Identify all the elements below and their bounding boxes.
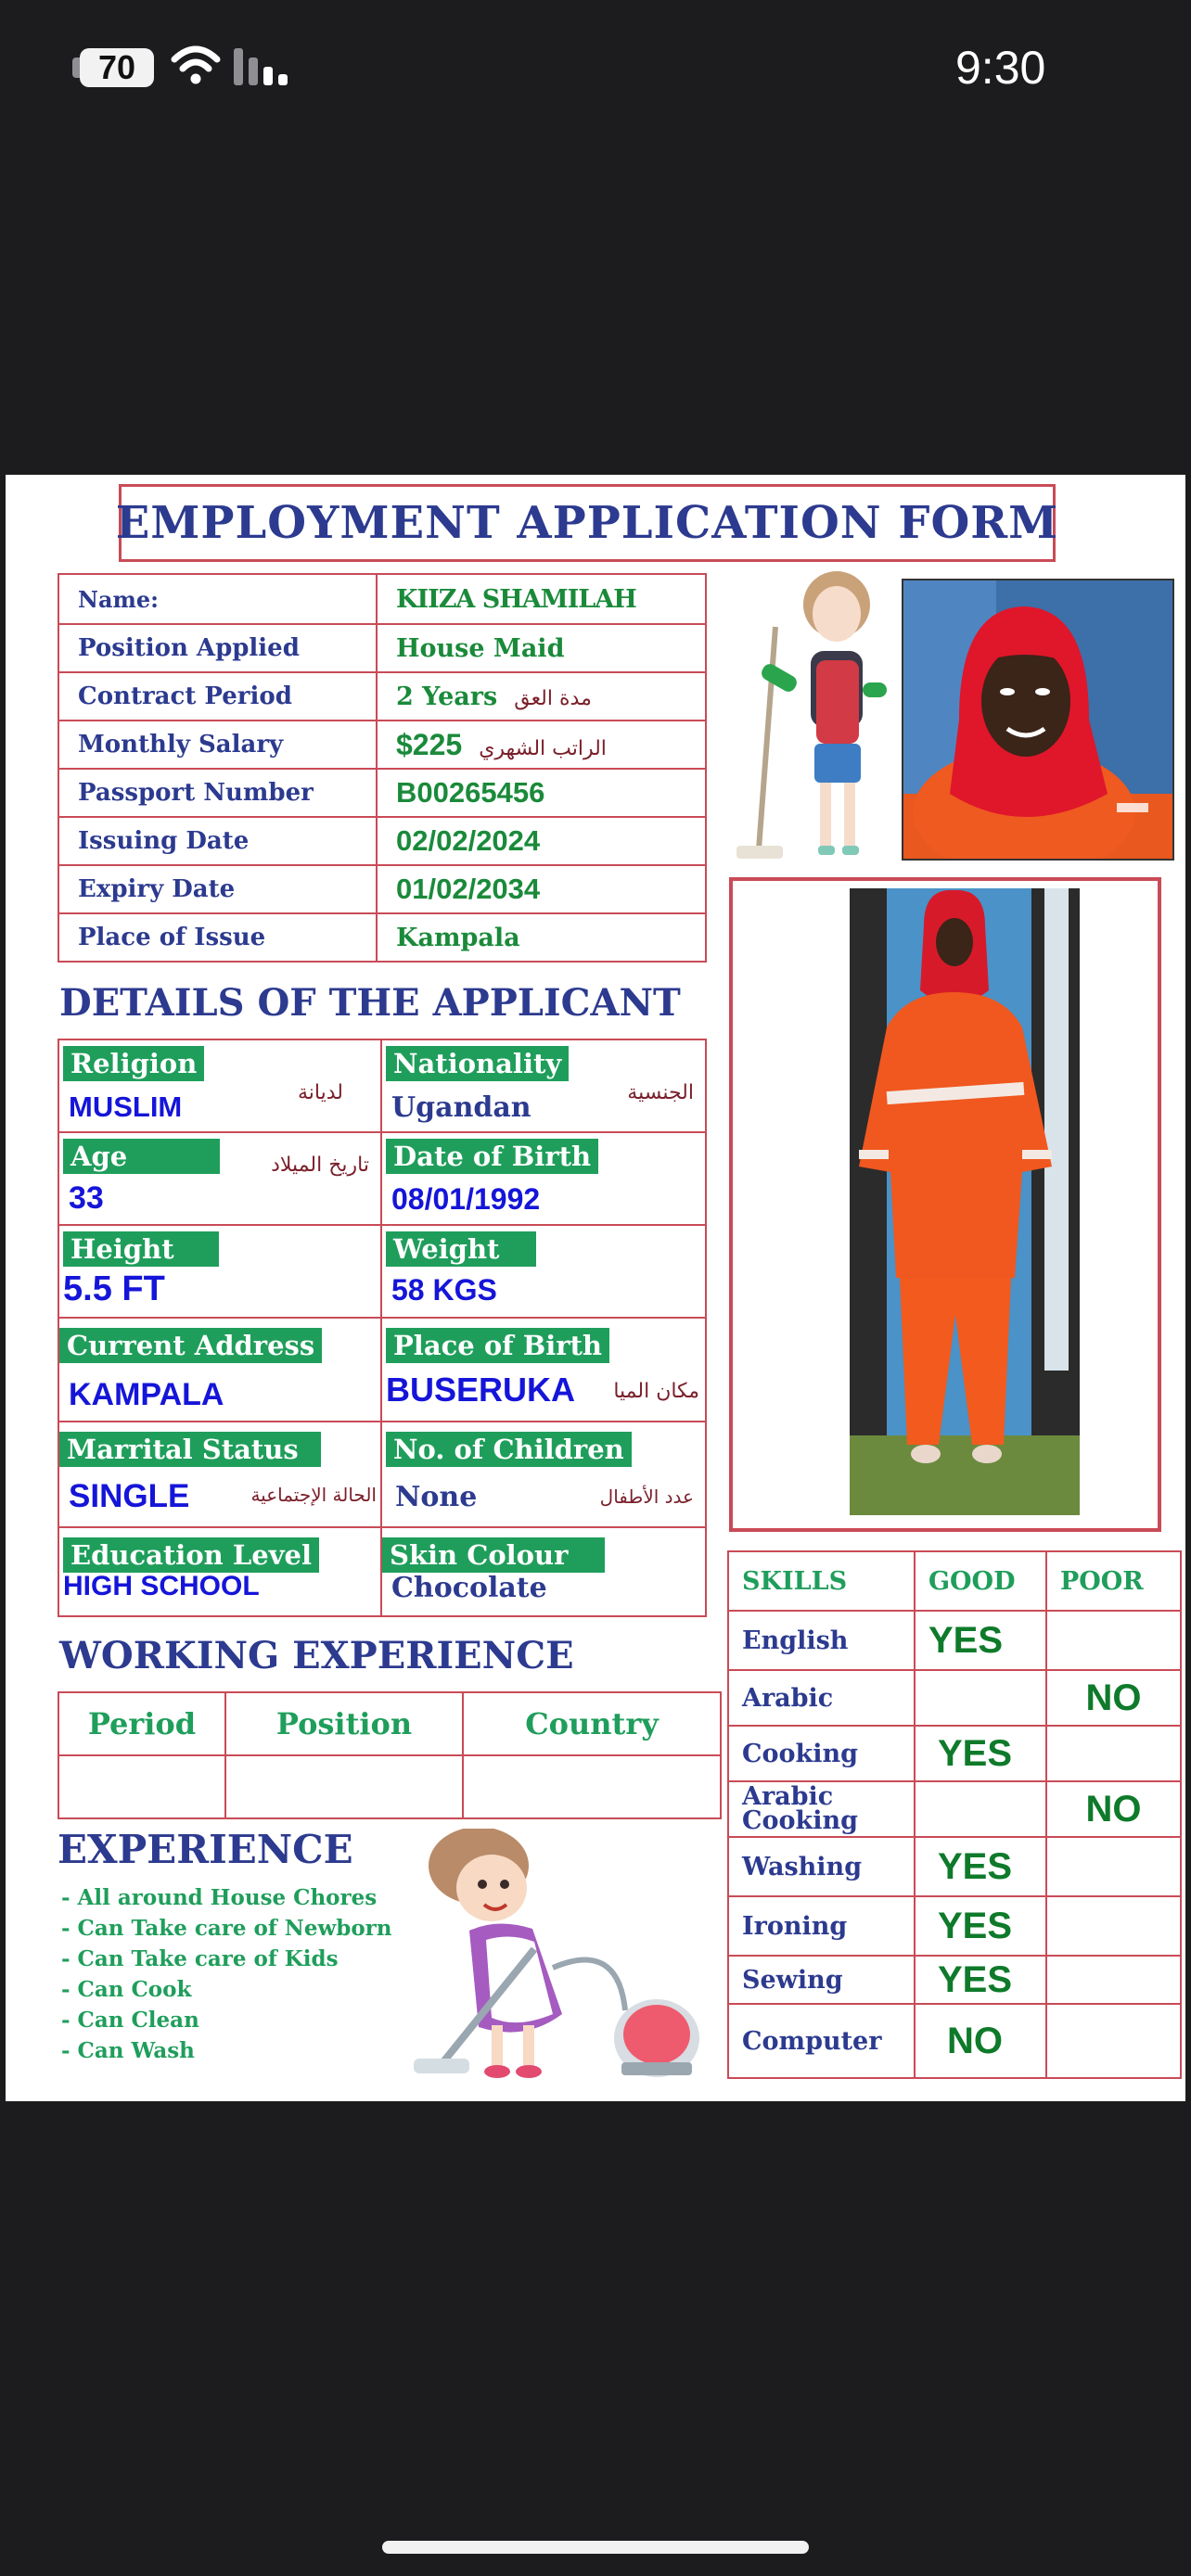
table-row	[58, 817, 706, 865]
battery-cap	[72, 57, 80, 78]
table-cell	[463, 1755, 721, 1818]
form-title: EMPLOYMENT APPLICATION FORM	[115, 497, 1059, 549]
table-row	[58, 769, 706, 817]
list-item: - Can Cook	[61, 1977, 192, 2002]
table-row	[58, 913, 706, 962]
arabic-label: مكان الميا	[613, 1380, 699, 1403]
wifi-icon	[171, 45, 221, 85]
detail-label: Height	[63, 1231, 219, 1267]
skill-good: YES	[915, 1896, 1046, 1956]
table-cell	[225, 1755, 463, 1818]
portrait-image	[903, 580, 1172, 859]
details-row	[59, 1319, 705, 1422]
field-label: Position Applied	[58, 624, 377, 672]
table-row	[58, 721, 706, 769]
experience-list	[61, 1882, 392, 2066]
details-row	[59, 1133, 705, 1226]
details-section-title: DETAILS OF THE APPLICANT	[59, 981, 681, 1025]
detail-children	[382, 1422, 705, 1526]
field-label: Issuing Date	[58, 817, 377, 865]
salary-value: $225	[396, 727, 463, 761]
field-value: Kampala	[377, 913, 706, 962]
details-row	[59, 1528, 705, 1615]
details-row	[59, 1226, 705, 1319]
column-header: GOOD	[915, 1551, 1046, 1611]
skill-good: NO	[915, 2004, 1046, 2078]
skill-poor	[1046, 1837, 1181, 1896]
cleaning-cartoon-illustration	[414, 1829, 701, 2098]
arabic-label: لديانة	[298, 1081, 343, 1104]
cellular-signal-icon	[234, 48, 293, 85]
column-header: SKILLS	[728, 1551, 915, 1611]
detail-label: Current Address	[59, 1328, 322, 1363]
detail-current-address	[59, 1319, 382, 1421]
table-row	[58, 574, 706, 624]
column-header: Country	[463, 1692, 721, 1755]
field-value: 01/02/2034	[377, 865, 706, 913]
skills-header-row	[728, 1551, 1181, 1611]
list-item: - All around House Chores	[61, 1885, 378, 1910]
full-body-photo-frame	[729, 877, 1161, 1532]
skill-name: Ironing	[728, 1896, 915, 1956]
detail-label: Weight	[386, 1231, 536, 1267]
skill-row	[728, 1726, 1181, 1781]
applicant-portrait-photo	[902, 579, 1174, 861]
detail-weight	[382, 1226, 705, 1317]
detail-value: 5.5 FT	[63, 1269, 165, 1308]
skill-name: Cooking	[728, 1726, 915, 1781]
detail-date-of-birth	[382, 1133, 705, 1224]
battery-indicator: 70	[80, 48, 154, 87]
full-body-photo	[850, 888, 1080, 1515]
skill-row	[728, 1611, 1181, 1670]
detail-value: Chocolate	[391, 1572, 547, 1604]
detail-value: HIGH SCHOOL	[63, 1571, 260, 1601]
column-header: POOR	[1046, 1551, 1181, 1611]
detail-religion	[59, 1040, 382, 1131]
field-value: 02/02/2024	[377, 817, 706, 865]
detail-skin-colour	[382, 1528, 705, 1615]
details-row	[59, 1040, 705, 1133]
skill-poor	[1046, 2004, 1181, 2078]
form-title-box	[115, 484, 1059, 562]
skill-poor: NO	[1046, 1781, 1181, 1837]
skill-row	[728, 1670, 1181, 1726]
detail-value: 08/01/1992	[391, 1182, 541, 1216]
skill-good: YES	[915, 1837, 1046, 1896]
personal-info-table	[58, 573, 707, 963]
detail-label: No. of Children	[386, 1432, 632, 1467]
arabic-label: مدة العق	[514, 686, 592, 710]
detail-nationality	[382, 1040, 705, 1131]
skill-name: Sewing	[728, 1956, 915, 2004]
detail-value: Ugandan	[391, 1091, 531, 1124]
detail-education	[59, 1528, 382, 1615]
skill-name: Washing	[728, 1837, 915, 1896]
working-experience-title: WORKING EXPERIENCE	[59, 1634, 574, 1677]
list-item: - Can Take care of Newborn	[61, 1916, 392, 1941]
skill-name: Arabic	[728, 1670, 915, 1726]
table-row	[58, 672, 706, 721]
detail-value: None	[395, 1481, 478, 1513]
field-value	[377, 721, 706, 769]
arabic-label: الحالة الإجتماعية	[250, 1484, 377, 1506]
detail-label: Nationality	[386, 1046, 569, 1081]
field-label: Place of Issue	[58, 913, 377, 962]
detail-value: SINGLE	[69, 1478, 190, 1514]
detail-place-of-birth	[382, 1319, 705, 1421]
detail-value: KAMPALA	[69, 1377, 224, 1412]
detail-value: BUSERUKA	[386, 1371, 576, 1409]
detail-height	[59, 1226, 382, 1317]
detail-label: Date of Birth	[386, 1139, 598, 1174]
field-label: Contract Period	[58, 672, 377, 721]
skill-poor	[1046, 1896, 1181, 1956]
maid-cartoon-illustration	[727, 571, 894, 872]
detail-label: Religion	[63, 1046, 204, 1081]
field-value	[377, 672, 706, 721]
detail-marital-status	[59, 1422, 382, 1526]
applicant-name: KIIZA SHAMILAH	[377, 574, 706, 624]
status-bar	[0, 0, 1191, 139]
detail-value: 58 KGS	[391, 1273, 497, 1307]
detail-value: MUSLIM	[69, 1090, 183, 1123]
field-label: Name:	[58, 574, 377, 624]
detail-label: Age	[63, 1139, 220, 1174]
field-label: Monthly Salary	[58, 721, 377, 769]
arabic-label: الجنسية	[627, 1081, 694, 1104]
skill-good: YES	[915, 1611, 1046, 1670]
field-value: House Maid	[377, 624, 706, 672]
detail-age	[59, 1133, 382, 1224]
field-label: Passport Number	[58, 769, 377, 817]
skill-row	[728, 1896, 1181, 1956]
detail-label: Skin Colour	[382, 1537, 605, 1573]
skills-table	[727, 1550, 1182, 2079]
table-row	[58, 624, 706, 672]
skill-name: Computer	[728, 2004, 915, 2078]
skill-row	[728, 1837, 1181, 1896]
list-item: - Can Wash	[61, 2038, 195, 2063]
detail-label: Place of Birth	[386, 1328, 609, 1363]
skill-poor	[1046, 1726, 1181, 1781]
skill-poor	[1046, 1956, 1181, 2004]
table-header-row	[58, 1692, 721, 1755]
list-item: - Can Take care of Kids	[61, 1946, 339, 1971]
arabic-label: تاريخ الميلاد	[271, 1154, 369, 1177]
column-header: Period	[58, 1692, 225, 1755]
contract-period-value: 2 Years	[396, 682, 498, 711]
table-row	[58, 865, 706, 913]
skill-name: English	[728, 1611, 915, 1670]
list-item: - Can Clean	[61, 2008, 199, 2033]
table-row	[58, 1755, 721, 1818]
arabic-label: عدد الأطفال	[599, 1486, 694, 1508]
application-form-image	[6, 475, 1185, 2101]
skill-row	[728, 1956, 1181, 2004]
skill-poor	[1046, 1611, 1181, 1670]
detail-value: 33	[69, 1180, 104, 1216]
column-header: Position	[225, 1692, 463, 1755]
detail-label: Marrital Status	[59, 1432, 321, 1467]
detail-label: Education Level	[63, 1537, 319, 1573]
status-time: 9:30	[955, 42, 1046, 94]
details-row	[59, 1422, 705, 1528]
experience-title: EXPERIENCE	[58, 1827, 353, 1872]
skill-good: YES	[915, 1726, 1046, 1781]
skill-poor: NO	[1046, 1670, 1181, 1726]
working-experience-table	[58, 1691, 722, 1819]
skill-good: YES	[915, 1956, 1046, 2004]
skill-name: Arabic Cooking	[728, 1781, 915, 1837]
skill-row	[728, 2004, 1181, 2078]
home-indicator[interactable]	[382, 2541, 809, 2554]
field-label: Expiry Date	[58, 865, 377, 913]
skill-row	[728, 1781, 1181, 1837]
skill-good	[915, 1670, 1046, 1726]
details-grid	[58, 1039, 707, 1617]
table-cell	[58, 1755, 225, 1818]
arabic-label: الراتب الشهري	[479, 736, 607, 760]
skill-good	[915, 1781, 1046, 1837]
field-value: B00265456	[377, 769, 706, 817]
